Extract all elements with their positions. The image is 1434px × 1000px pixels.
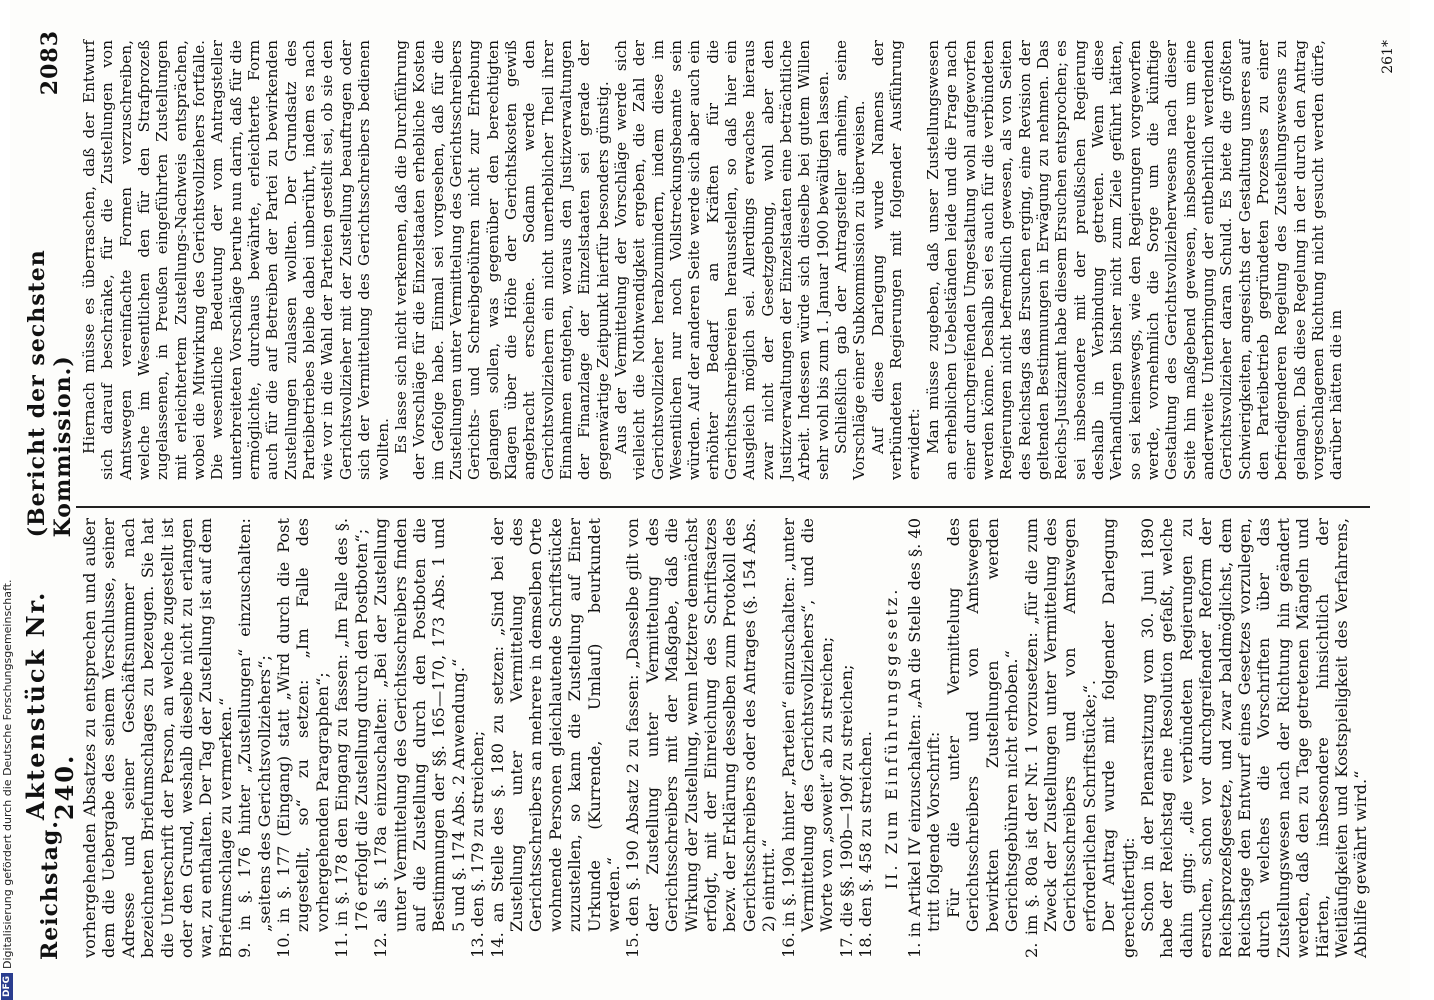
left-column-paragraph: vorhergehenden Absatzes zu entsprechen und außer dem die Uebergabe des seinem Verschlusse, seiner Adresse und seiner Geschäftsnummer nach bezeichneten Briefumschlages zu bezeugen. Sie hat die Unterschrift der Person, an welche zugestellt ist oder den Grund, weshalb dieselbe nicht zu erlangen war, zu enthalten. Der Tag der Zustellung ist auf dem Briefumschlage zu vermerken.“	[80, 518, 235, 958]
header-right-title: (Bericht der sechsten Kommission.)	[24, 249, 76, 538]
left-column-paragraph: 2. im §. 80a ist der Nr. 1 vorzusetzen: „für die zum Zweck der Zustellungen unter Vermittelung des Gerichtsschreibers und von Amtswegen erforderlichen Schriftstücke;“.	[1021, 518, 1099, 958]
left-column-paragraph: 11. in §. 178 den Eingang zu fassen: „Im Falle des §. 176 erfolgt die Zustellung durch den Postboten“;	[332, 518, 371, 958]
page-header	[21, 30, 79, 960]
header-left: Reichstag.	[37, 820, 63, 960]
right-column-paragraph: Aus der Vermittelung der Vorschläge werde sich vielleicht die Nothwendigkeit ergeben, die Zahl der Gerichtsvollzieher herabzumindern, indem diese im Wesentlichen nur noch Vollstreckungsbeamte sein würden. Auf der anderen Seite werde sich aber auch ein erhöhter Bedarf an Kräften für die Gerichtsschreibereien herausstellen, so daß hier ein Ausgleich möglich sei. Allerdings erwachse hieraus zwar nicht der Gesetzgebung, wohl aber den Justizverwaltungen der Einzelstaaten eine beträchtliche Arbeit. Indessen würde sich dieselbe bei gutem Willen sehr wohl bis zum 1. Januar 1900 bewältigen lassen.	[611, 40, 832, 480]
left-column-paragraph: 16. in §. 190a hinter „Parteien“ einzuschalten: „unter Vermittelung des Gerichtsvollziehers“, und die Worte von „soweit“ ab zu streichen;	[778, 518, 837, 958]
column-divider	[76, 506, 1370, 508]
header-document-number: Aktenstück Nr. 240.	[21, 590, 79, 821]
left-column-paragraph: 13. den §. 179 zu streichen;	[468, 730, 488, 958]
funding-note-text: Digitalisierung gefördert durch die Deutsche Forschungsgemeinschaft.	[0, 579, 14, 969]
rotated-document-page	[10, 0, 1410, 1000]
left-column-paragraph: 10. in §. 177 (Eingang) statt „Wird durch die Post zugestellt, so“ zu setzen: „Im Falle des vorhergehenden Paragraphen“;	[274, 518, 332, 958]
right-column-paragraph: Hiernach müsse es überraschen, daß der Entwurf sich darauf beschränke, für die Zustellungen von Amtswegen vereinfachte Formen vorzuschreiben, welche im Wesentlichen den für den Strafprozeß zugelassenen, in Preußen eingeführten Zustellungen mit erleichtertem Zustellungs-Nachweis entsprächen, wobei die Mitwirkung des Gerichtsvollziehers fortfalle. Die wesentliche Bedeutung der vom Antragsteller unterbreiteten Vorschläge beruhe nun darin, daß für die ermöglichte, durchaus bewährte, erleichterte Form auch für die auf Betreiben der Partei zu bewirkenden Zustellungen zulassen wollten. Der Grundsatz des Parteibetriebes bleibe dabei unberührt, indem es nach wie vor in die Wahl der Parteien gestellt sei, ob sie den Gerichtsvollzieher mit der Zustellung beauftragen oder sich der Vermittelung des Gerichtsschreibers bedienen wollten.	[80, 40, 392, 480]
dfg-logo: DFG	[1, 973, 13, 1000]
right-column	[80, 40, 1346, 480]
left-column-paragraph: II. Zum Einführungsgesetz.	[881, 586, 901, 890]
left-column-paragraph: Schon in der Plenarsitzung vom 30. Juni 1890 habe der Reichstag eine Resolution gefaßt, welche dahin ging: „die verbündeten Regierungen zu ersuchen, schon vor durchgreifender Reform der Reichsprozeßgesetze, und zwar baldmöglichst, dem Reichstage den Entwurf eines Gesetzes vorzulegen, durch welches die Vorschriften über das Zustellungswesen nach der Richtung hin geändert werden, daß den zu Tage getretenen Mängeln und Härten, insbesondere hinsichtlich der Weitläufigkeiten und Kostspieligkeit des Verfahrens, Abhilfe gewährt wird.“	[1137, 518, 1371, 958]
signature-mark: 261*	[1380, 40, 1396, 74]
right-column-paragraph: Schließlich gab der Antragsteller anheim, seine Vorschläge einer Subkommission zu überweisen.	[832, 40, 869, 480]
header-page-number: 2083	[37, 30, 63, 96]
left-column-paragraph: 18. den §. 458 zu streichen.	[856, 731, 876, 958]
funding-note	[0, 0, 14, 1000]
left-column-paragraph: 14. an Stelle des §. 180 zu setzen: „Sind bei der Zustellung unter Vermittelung des Gerichtsschreibers an mehrere in demselben Orte wohnende Personen gleichlautende Schriftstücke zuzustellen, so kann die Zustellung auf Einer Urkunde (Kurrende, Umlauf) beurkundet werden.“	[487, 518, 623, 958]
left-column-paragraph: 15. den §. 190 Absatz 2 zu fassen: „Dasselbe gilt von der Zustellung unter Vermittelung des Gerichtsschreibers mit der Maßgabe, daß die Wirkung der Zustellung, wenn letztere demnächst erfolgt, mit der Einreichung des Schriftsatzes bezw. der Erklärung desselben zum Protokoll des Gerichtsschreibers oder des Antrages (§. 154 Abs. 2) eintritt.“	[623, 518, 779, 958]
right-column-paragraph: Auf diese Darlegung wurde Namens der verbündeten Regierungen mit folgender Ausführung erwidert:	[868, 40, 924, 480]
left-column-paragraph: Der Antrag wurde mit folgender Darlegung gerechtfertigt:	[1099, 518, 1138, 958]
right-column-paragraph: Es lasse sich nicht verkennen, daß die Durchführung der Vorschläge für die Einzelstaaten erhebliche Kosten im Gefolge habe. Einmal sei vorgesehen, daß für die Zustellungen unter Vermittelung des Gerichtsschreibers Gerichts- und Schreibgebühren nicht zur Erhebung gelangen sollen, was gegenüber den berechtigten Klagen über die Höhe der Gerichtskosten gewiß angebracht erscheine. Sodann werde den Gerichtsvollziehern ein nicht unerheblicher Theil ihrer Einnahmen entgehen, woraus den Justizverwaltungen der Finanzlage der Einzelstaaten sei gerade der gegenwärtige Zeitpunkt hierfür besonders günstig.	[391, 40, 612, 480]
left-column-paragraph: 9. in §. 176 hinter „Zustellungen“ einzuschalten: „seitens des Gerichtsvollziehers“;	[235, 518, 274, 958]
left-column	[80, 518, 1371, 958]
right-column-paragraph: Man müsse zugeben, daß unser Zustellungswesen an erheblichen Uebelständen leide und die Frage nach einer durchgreifenden Umgestaltung wohl aufgeworfen werden könne. Deshalb sei es auch für die verbündeten Regierungen nicht befremdlich gewesen, als von Seiten des Reichstags das Ersuchen erging, eine Revision der geltenden Bestimmungen in Erwägung zu nehmen. Das Reichs-Justizamt habe diesem Ersuchen entsprochen; es sei insbesondere mit der preußischen Regierung deshalb in Verbindung getreten. Wenn diese Verhandlungen bisher nicht zum Ziele geführt hätten, so sei keineswegs, wie den Regierungen vorgeworfen werde, vornehmlich die Sorge um die künftige Gestaltung des Gerichtsvollzieherwesens nach dieser Seite hin maßgebend gewesen, insbesondere um eine anderweite Unterbringung der entbehrlich werdenden Gerichtsvollzieher daran Schuld. Es biete die größten Schwierigkeiten, angesichts der Gestaltung unseres auf den Parteibetrieb gegründeten Prozesses zu einer befriedigenderen Regelung des Zustellungswesens zu gelangen. Daß diese Regelung in der durch den Antrag vorgeschlagenen Richtung nicht gesucht werden dürfe, darüber hätten die im	[923, 40, 1346, 480]
left-column-paragraph: 1. in Artikel IV einzuschalten: „An die Stelle des §. 40 tritt folgende Vorschrift:	[905, 518, 944, 958]
left-column-paragraph: 12. als §. 178a einzuschalten: „Bei der Zustellung unter Vermittelung des Gerichtsschreibers finden auf die Zustellung durch den Postboten die Bestimmungen der §§. 165—170, 173 Abs. 1 und 5 und §. 174 Abs. 2 Anwendung.“	[371, 518, 468, 958]
left-column-paragraph: 17. die §§. 190b—190f zu streichen;	[836, 664, 856, 958]
left-column-paragraph: Für die unter Vermittelung des Gerichtsschreibers und von Amtswegen bewirkten Zustellungen werden Gerichtsgebühren nicht erhoben.“	[943, 518, 1022, 932]
